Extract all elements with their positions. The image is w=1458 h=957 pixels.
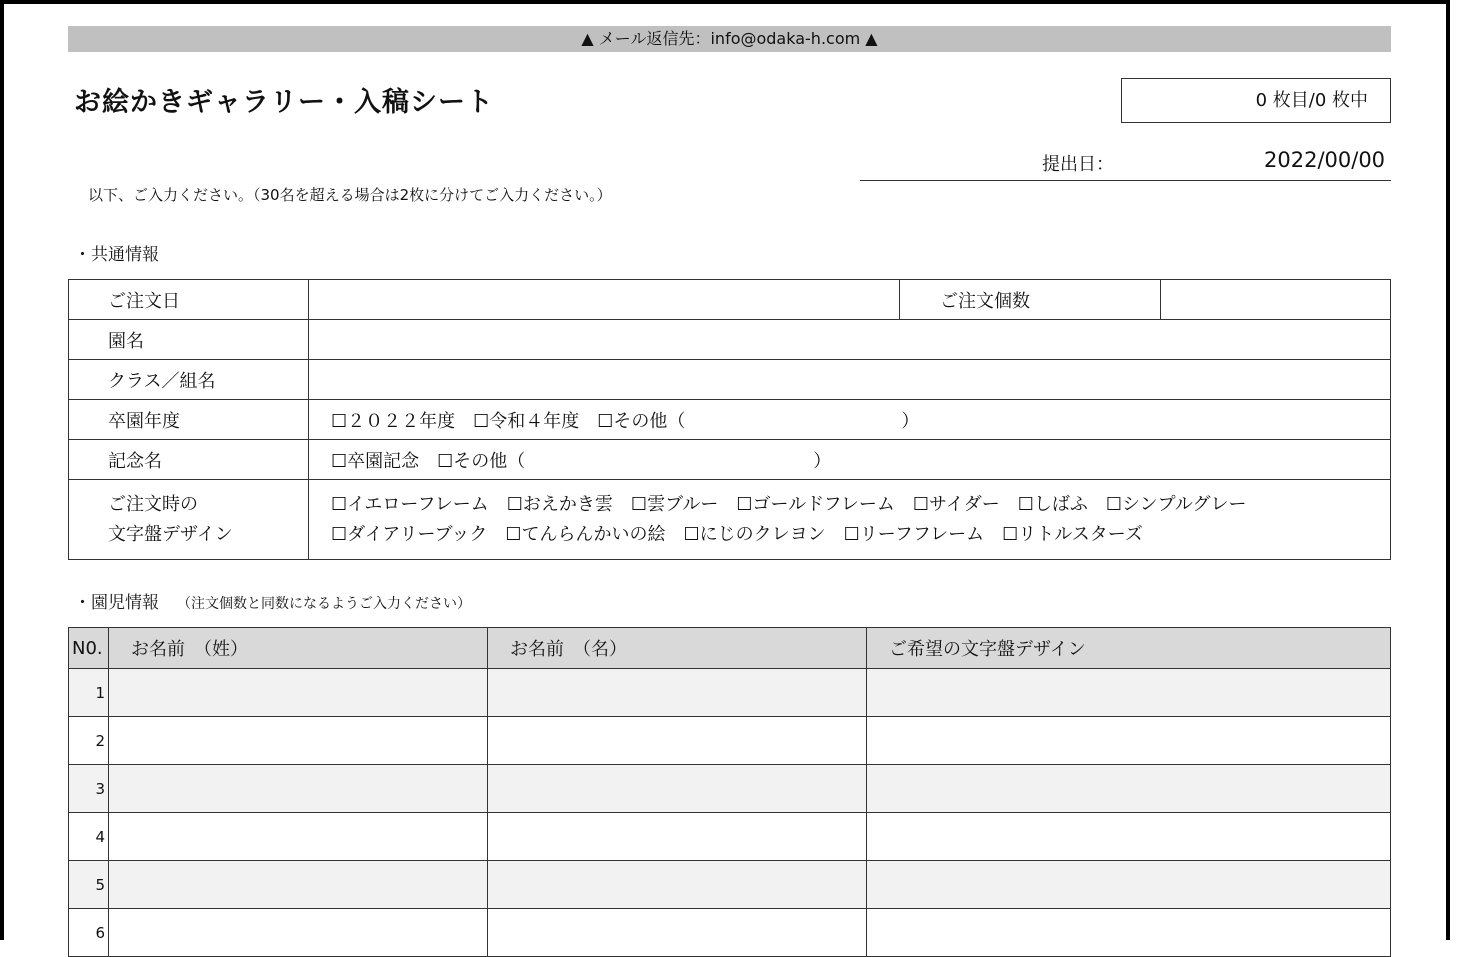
design-options-line-1[interactable]: ☐イエローフレーム ☐おえかき雲 ☐雲ブルー ☐ゴールドフレーム ☐サイダー ☐しばふ ☐シンプルグレー: [331, 493, 1247, 515]
last-name-cell[interactable]: [109, 861, 488, 909]
class-label: クラス／組名: [69, 360, 309, 400]
design-cell[interactable]: [867, 765, 1391, 813]
mail-notice-text: ▲ メール返信先：info@odaka-h.com ▲: [581, 29, 878, 48]
kids-header-row: [69, 628, 1391, 669]
school-cell[interactable]: [309, 320, 1391, 360]
design-options-line-2[interactable]: ☐ダイアリーブック ☐てんらんかいの絵 ☐にじのクレヨン ☐リーフフレーム ☐リトルスターズ: [331, 523, 1143, 545]
table-row: [69, 669, 1391, 717]
row-number: 6: [69, 909, 109, 957]
kids-info-table: [68, 627, 1391, 957]
memorial-row: [69, 440, 1391, 480]
first-name-cell[interactable]: [488, 765, 867, 813]
instruction-text: 以下、ご入力ください。（30名を超える場合は2枚に分けてご入力ください。）: [88, 186, 612, 204]
col-header-no: N0.: [69, 628, 109, 669]
first-name-cell[interactable]: [488, 813, 867, 861]
grad-year-options[interactable]: ☐２０２２年度 ☐令和４年度 ☐その他（ ）: [309, 400, 1391, 440]
row-number: 5: [69, 861, 109, 909]
design-label: [69, 480, 309, 560]
design-label-line-2: 文字盤デザイン: [108, 523, 233, 545]
design-options[interactable]: [309, 480, 1391, 560]
order-date-label: ご注文日: [69, 280, 309, 320]
first-name-cell[interactable]: [488, 909, 867, 957]
table-row: [69, 765, 1391, 813]
last-name-cell[interactable]: [109, 813, 488, 861]
grad-year-label: 卒園年度: [69, 400, 309, 440]
design-row: [69, 480, 1391, 560]
design-cell[interactable]: [867, 669, 1391, 717]
last-name-cell[interactable]: [109, 909, 488, 957]
class-cell[interactable]: [309, 360, 1391, 400]
school-row: [69, 320, 1391, 360]
school-label: 園名: [69, 320, 309, 360]
memorial-label: 記念名: [69, 440, 309, 480]
first-name-cell[interactable]: [488, 861, 867, 909]
design-label-line-1: ご注文時の: [108, 493, 198, 515]
row-number: 3: [69, 765, 109, 813]
table-row: [69, 909, 1391, 957]
last-name-cell[interactable]: [109, 765, 488, 813]
common-section-title: [74, 240, 159, 265]
submit-date-label: 提出日：: [1042, 154, 1114, 175]
order-count-label: ご注文個数: [900, 280, 1161, 320]
order-count-cell[interactable]: [1161, 280, 1391, 320]
common-info-table: [68, 279, 1391, 560]
first-name-cell[interactable]: [488, 669, 867, 717]
order-date-cell[interactable]: [309, 280, 900, 320]
first-name-cell[interactable]: [488, 717, 867, 765]
common-section-label: ・共通情報: [74, 245, 159, 265]
memorial-options[interactable]: ☐卒園記念 ☐その他（ ）: [309, 440, 1391, 480]
row-number: 4: [69, 813, 109, 861]
submit-date-value[interactable]: 2022/00/00: [1264, 148, 1386, 172]
col-header-last-name: お名前 （姓）: [109, 628, 488, 669]
design-cell[interactable]: [867, 909, 1391, 957]
table-row: [69, 861, 1391, 909]
kids-table-body: [69, 669, 1391, 957]
mail-notice-bar: [68, 26, 1391, 52]
row-number: 2: [69, 717, 109, 765]
design-cell[interactable]: [867, 861, 1391, 909]
table-row: [69, 813, 1391, 861]
design-cell[interactable]: [867, 813, 1391, 861]
table-row: [69, 717, 1391, 765]
sheet-counter[interactable]: 0 枚目/0 枚中: [1121, 78, 1391, 123]
last-name-cell[interactable]: [109, 717, 488, 765]
page-title: お絵かきギャラリー・入稿シート: [74, 87, 494, 118]
col-header-first-name: お名前 （名）: [488, 628, 867, 669]
order-row: [69, 280, 1391, 320]
last-name-cell[interactable]: [109, 669, 488, 717]
submit-date-underline: [860, 180, 1391, 181]
class-row: [69, 360, 1391, 400]
kids-section-title: [74, 588, 471, 613]
kids-section-note: （注文個数と同数になるようご入力ください）: [177, 596, 471, 612]
design-cell[interactable]: [867, 717, 1391, 765]
kids-section-label: ・園児情報: [74, 593, 159, 613]
grad-year-row: [69, 400, 1391, 440]
row-number: 1: [69, 669, 109, 717]
col-header-design: ご希望の文字盤デザイン: [867, 628, 1391, 669]
